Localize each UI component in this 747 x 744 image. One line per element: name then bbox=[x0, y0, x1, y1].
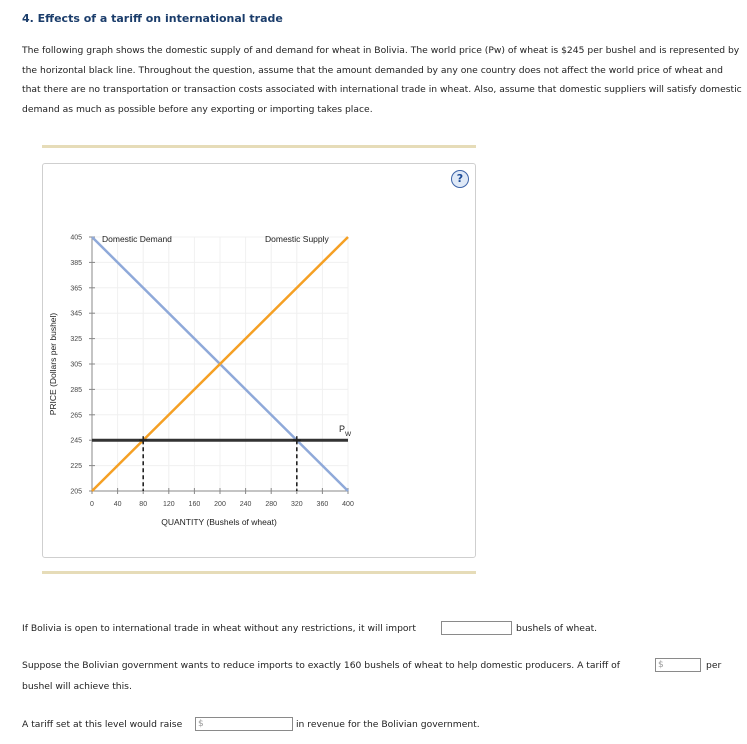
tariff-input[interactable] bbox=[655, 658, 701, 672]
y-tick-label: 365 bbox=[70, 285, 82, 293]
q2-text: Suppose the Bolivian government wants to reduce imports to exactly 160 bushels of wheat to help domestic producers. A tariff of bbox=[22, 660, 620, 671]
x-tick-label: 280 bbox=[265, 501, 278, 508]
graph-panel bbox=[42, 163, 476, 558]
q1-text: If Bolivia is open to international trade in wheat without any restrictions, it will import bbox=[22, 623, 416, 634]
x-tick-label: 320 bbox=[290, 501, 303, 508]
dollar-sign: $ bbox=[658, 660, 664, 670]
domestic-supply-label: Domestic Supply bbox=[265, 234, 329, 244]
supply-demand-chart bbox=[43, 164, 475, 557]
x-tick-label: 120 bbox=[162, 501, 175, 508]
domestic-demand-label: Domestic Demand bbox=[102, 234, 172, 244]
y-tick-label: 245 bbox=[70, 437, 82, 445]
y-tick-label: 205 bbox=[70, 488, 82, 496]
x-tick-label: 360 bbox=[316, 501, 329, 508]
x-tick-label: 160 bbox=[188, 501, 201, 508]
x-tick-label: 400 bbox=[342, 501, 354, 508]
x-tick-label: 200 bbox=[214, 501, 226, 508]
x-tick-label: 40 bbox=[113, 501, 122, 508]
y-tick-label: 265 bbox=[70, 412, 82, 420]
question-title: 4. Effects of a tariff on international trade bbox=[22, 12, 283, 25]
y-tick-label: 285 bbox=[70, 386, 82, 394]
y-tick-label: 385 bbox=[70, 259, 82, 267]
q3-suffix: in revenue for the Bolivian government. bbox=[296, 719, 480, 730]
x-tick-label: 0 bbox=[90, 501, 94, 508]
q2-suffix: per bbox=[706, 660, 722, 671]
world-price-label: P bbox=[339, 424, 346, 434]
x-tick-label: 80 bbox=[139, 501, 148, 508]
help-icon[interactable]: ? bbox=[451, 170, 469, 188]
x-tick-label: 240 bbox=[239, 501, 252, 508]
y-axis-title: PRICE (Dollars per bushel) bbox=[48, 312, 58, 416]
import-quantity-input[interactable] bbox=[441, 621, 512, 635]
revenue-input[interactable] bbox=[195, 717, 293, 731]
q3-text: A tariff set at this level would raise bbox=[22, 719, 183, 730]
top-divider bbox=[42, 145, 476, 148]
y-tick-label: 325 bbox=[70, 336, 82, 344]
question-intro: The following graph shows the domestic supply of and demand for wheat in Bolivia. The world price (Pw) of wheat is $245 per bushel and is represented by the horizontal black line. Throughout the question, assume that the amount demanded by any one country does not affect the world price of wheat and that there are no transportation or transaction costs associated with international trade in wheat. Also, assume that domestic suppliers will satisfy domestic demand as much as possible before any exporting or importing takes place. bbox=[22, 45, 742, 115]
bottom-divider bbox=[42, 571, 476, 574]
world-price-subscript: W bbox=[345, 431, 352, 438]
q2-line2: bushel will achieve this. bbox=[22, 681, 132, 692]
q1-suffix: bushels of wheat. bbox=[516, 623, 598, 634]
y-tick-label: 225 bbox=[70, 463, 82, 471]
x-axis-title: QUANTITY (Bushels of wheat) bbox=[161, 517, 277, 527]
y-tick-label: 305 bbox=[70, 361, 82, 369]
y-tick-label: 405 bbox=[70, 234, 82, 242]
y-tick-label: 345 bbox=[70, 310, 82, 318]
dollar-sign: $ bbox=[198, 719, 204, 729]
